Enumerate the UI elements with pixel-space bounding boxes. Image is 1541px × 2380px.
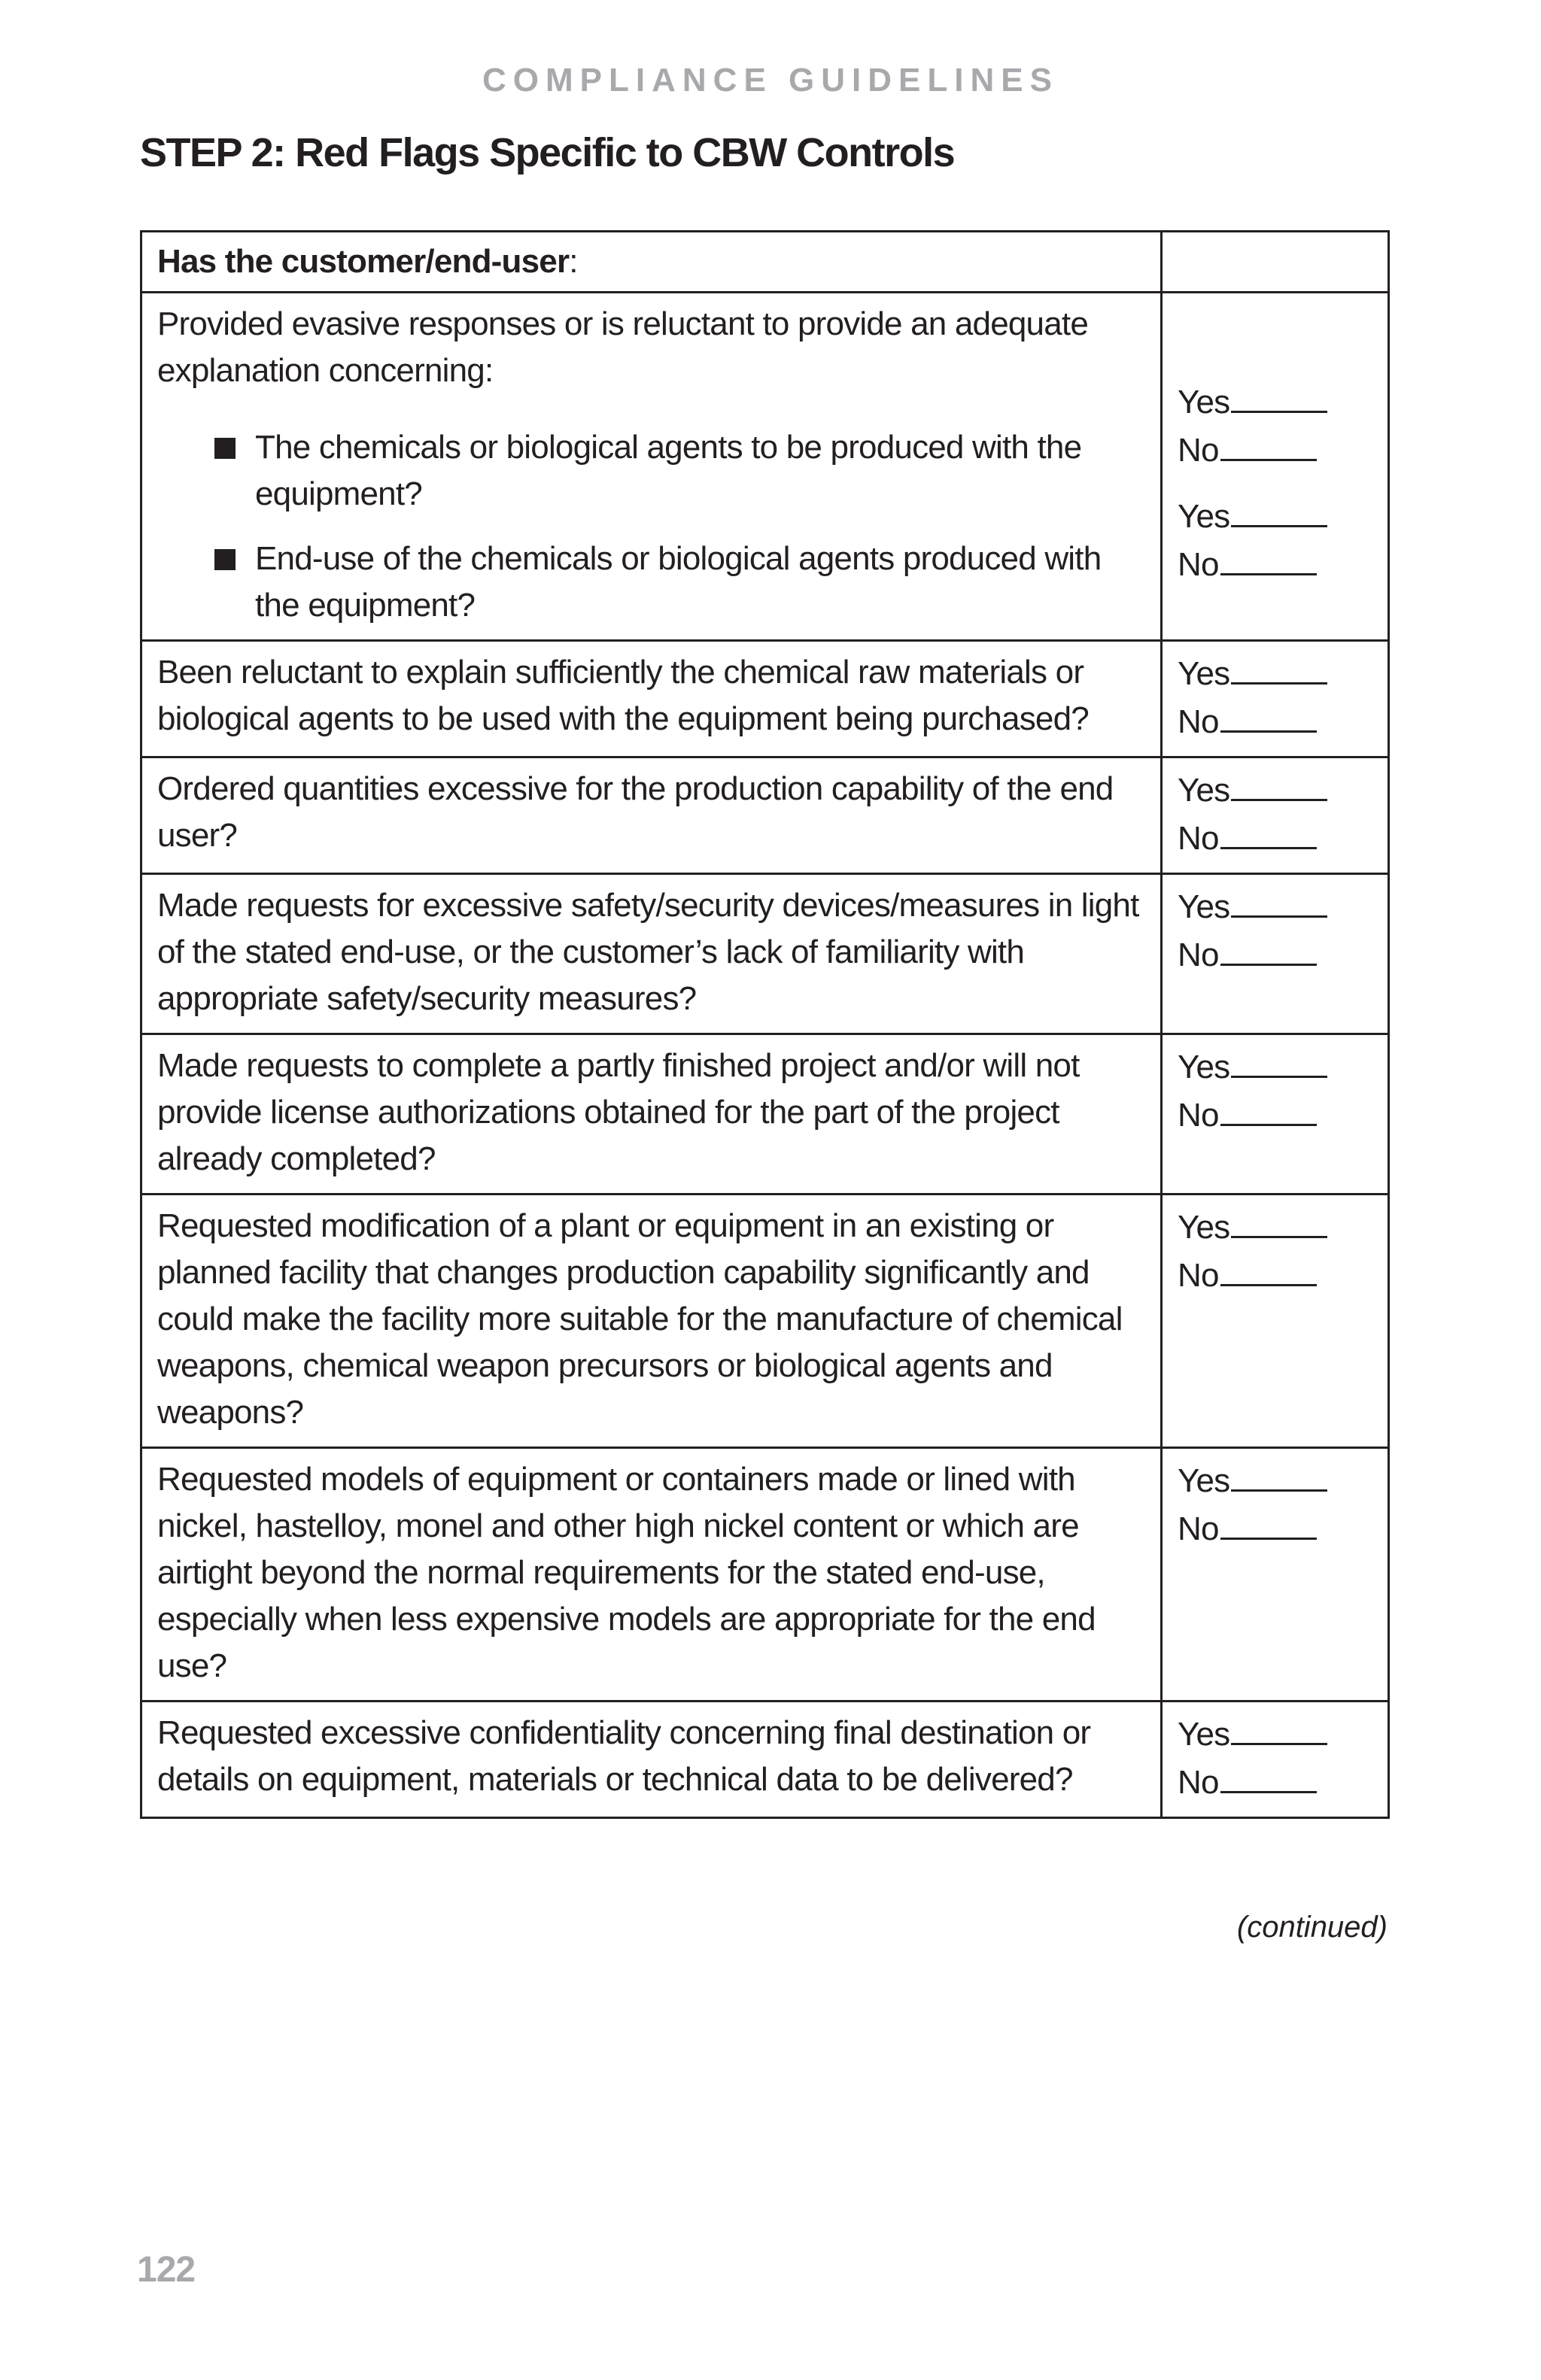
running-head: COMPLIANCE GUIDELINES: [482, 62, 1059, 99]
table-row: [141, 1702, 1389, 1818]
yes-label: Yes: [1178, 772, 1230, 809]
yes-blank[interactable]: [1231, 1043, 1327, 1078]
table-header-row: [141, 232, 1389, 293]
yes-label: Yes: [1178, 1462, 1230, 1499]
no-blank[interactable]: [1220, 1758, 1317, 1793]
yes-no-field: [1178, 1043, 1372, 1139]
no-blank[interactable]: [1220, 697, 1317, 733]
header-colon: :: [569, 243, 578, 280]
yes-label: Yes: [1178, 655, 1230, 692]
answer-cell: [1162, 1034, 1389, 1195]
square-bullet-icon: [214, 549, 236, 570]
yes-blank[interactable]: [1231, 649, 1327, 685]
answer-cell: [1162, 1448, 1389, 1702]
yes-no-field: [1178, 882, 1372, 979]
yes-blank[interactable]: [1231, 766, 1327, 801]
no-blank[interactable]: [1220, 1251, 1317, 1286]
answer-cell: [1162, 1702, 1389, 1818]
table-row: [141, 641, 1389, 757]
header-label: Has the customer/end-user: [157, 243, 570, 280]
yes-no-field: [1178, 1456, 1372, 1553]
yes-no-field: [1178, 492, 1372, 588]
yes-blank[interactable]: [1231, 1710, 1327, 1745]
yes-label: Yes: [1178, 1716, 1230, 1753]
no-label: No: [1178, 820, 1219, 857]
question-cell: Requested models of equipment or containers made or lined with nickel, hastelloy, monel and other high nickel content or which are airtight beyond the normal requirements for the stated end-use, especially when less expensive models are appropriate for the end use?: [141, 1448, 1162, 1702]
no-label: No: [1178, 1257, 1219, 1294]
no-blank[interactable]: [1220, 1091, 1317, 1126]
sub-question: [255, 424, 1145, 518]
red-flags-table: [140, 230, 1390, 1819]
section-title: STEP 2: Red Flags Specific to CBW Controls: [140, 130, 955, 175]
yes-label: Yes: [1178, 384, 1230, 420]
page-number: 122: [137, 2250, 196, 2290]
table-row: [141, 874, 1389, 1034]
no-label: No: [1178, 937, 1219, 973]
answer-cell: [1162, 1195, 1389, 1448]
yes-no-field: [1178, 1203, 1372, 1299]
no-label: No: [1178, 1510, 1219, 1547]
question-text: Provided evasive responses or is reluctant to provide an adequate explanation concerning:: [157, 305, 1088, 389]
yes-no-field: [1178, 766, 1372, 862]
question-cell: Requested modification of a plant or equipment in an existing or planned facility that changes production capability significantly and could make the facility more suitable for the manufacture of chemical weapons, chemical weapon precursors or biological agents and weapons?: [141, 1195, 1162, 1448]
no-blank[interactable]: [1220, 540, 1317, 575]
yes-no-field: [1178, 1710, 1372, 1806]
yes-blank[interactable]: [1231, 1456, 1327, 1492]
no-blank[interactable]: [1220, 814, 1317, 849]
table-row: [141, 1195, 1389, 1448]
no-label: No: [1178, 1097, 1219, 1134]
yes-no-field: [1178, 649, 1372, 745]
no-blank[interactable]: [1220, 930, 1317, 966]
table-row: [141, 757, 1389, 874]
continued-note: (continued): [1236, 1911, 1388, 1944]
table-row: [141, 1034, 1389, 1195]
no-label: No: [1178, 432, 1219, 469]
square-bullet-icon: [214, 438, 236, 459]
yes-blank[interactable]: [1231, 492, 1327, 527]
no-blank[interactable]: [1220, 1504, 1317, 1540]
sub-question: [255, 536, 1145, 629]
answer-cell: [1162, 874, 1389, 1034]
yes-blank[interactable]: [1231, 882, 1327, 918]
question-cell: Ordered quantities excessive for the production capability of the end user?: [141, 757, 1162, 874]
question-cell: Been reluctant to explain sufficiently the chemical raw materials or biological agents to be used with the equipment being purchased?: [141, 641, 1162, 757]
no-label: No: [1178, 1764, 1219, 1801]
table-header-cell: [141, 232, 1162, 293]
answer-cell: [1162, 757, 1389, 874]
yes-no-field: [1178, 378, 1372, 474]
question-cell: Requested excessive confidentiality concerning final destination or details on equipment, materials or technical data to be delivered?: [141, 1702, 1162, 1818]
yes-label: Yes: [1178, 1049, 1230, 1085]
no-blank[interactable]: [1220, 426, 1317, 461]
no-label: No: [1178, 703, 1219, 740]
question-cell: Made requests for excessive safety/security devices/measures in light of the stated end-use, or the customer’s lack of familiarity with appropriate safety/security measures?: [141, 874, 1162, 1034]
table-header-answer-cell: [1162, 232, 1389, 293]
table-row: [141, 1448, 1389, 1702]
sub-question-list: [157, 424, 1145, 629]
sub-question-text: End-use of the chemicals or biological agents produced with the equipment?: [255, 540, 1102, 624]
yes-blank[interactable]: [1231, 1203, 1327, 1238]
yes-label: Yes: [1178, 498, 1230, 535]
yes-label: Yes: [1178, 888, 1230, 925]
question-cell: [141, 293, 1162, 641]
answer-cell: [1162, 641, 1389, 757]
question-cell: Made requests to complete a partly finished project and/or will not provide license authorizations obtained for the part of the project already completed?: [141, 1034, 1162, 1195]
table-row: [141, 293, 1389, 641]
answer-cell: [1162, 293, 1389, 641]
sub-question-text: The chemicals or biological agents to be produced with the equipment?: [255, 429, 1082, 512]
no-label: No: [1178, 546, 1219, 583]
yes-label: Yes: [1178, 1209, 1230, 1246]
yes-blank[interactable]: [1231, 378, 1327, 413]
